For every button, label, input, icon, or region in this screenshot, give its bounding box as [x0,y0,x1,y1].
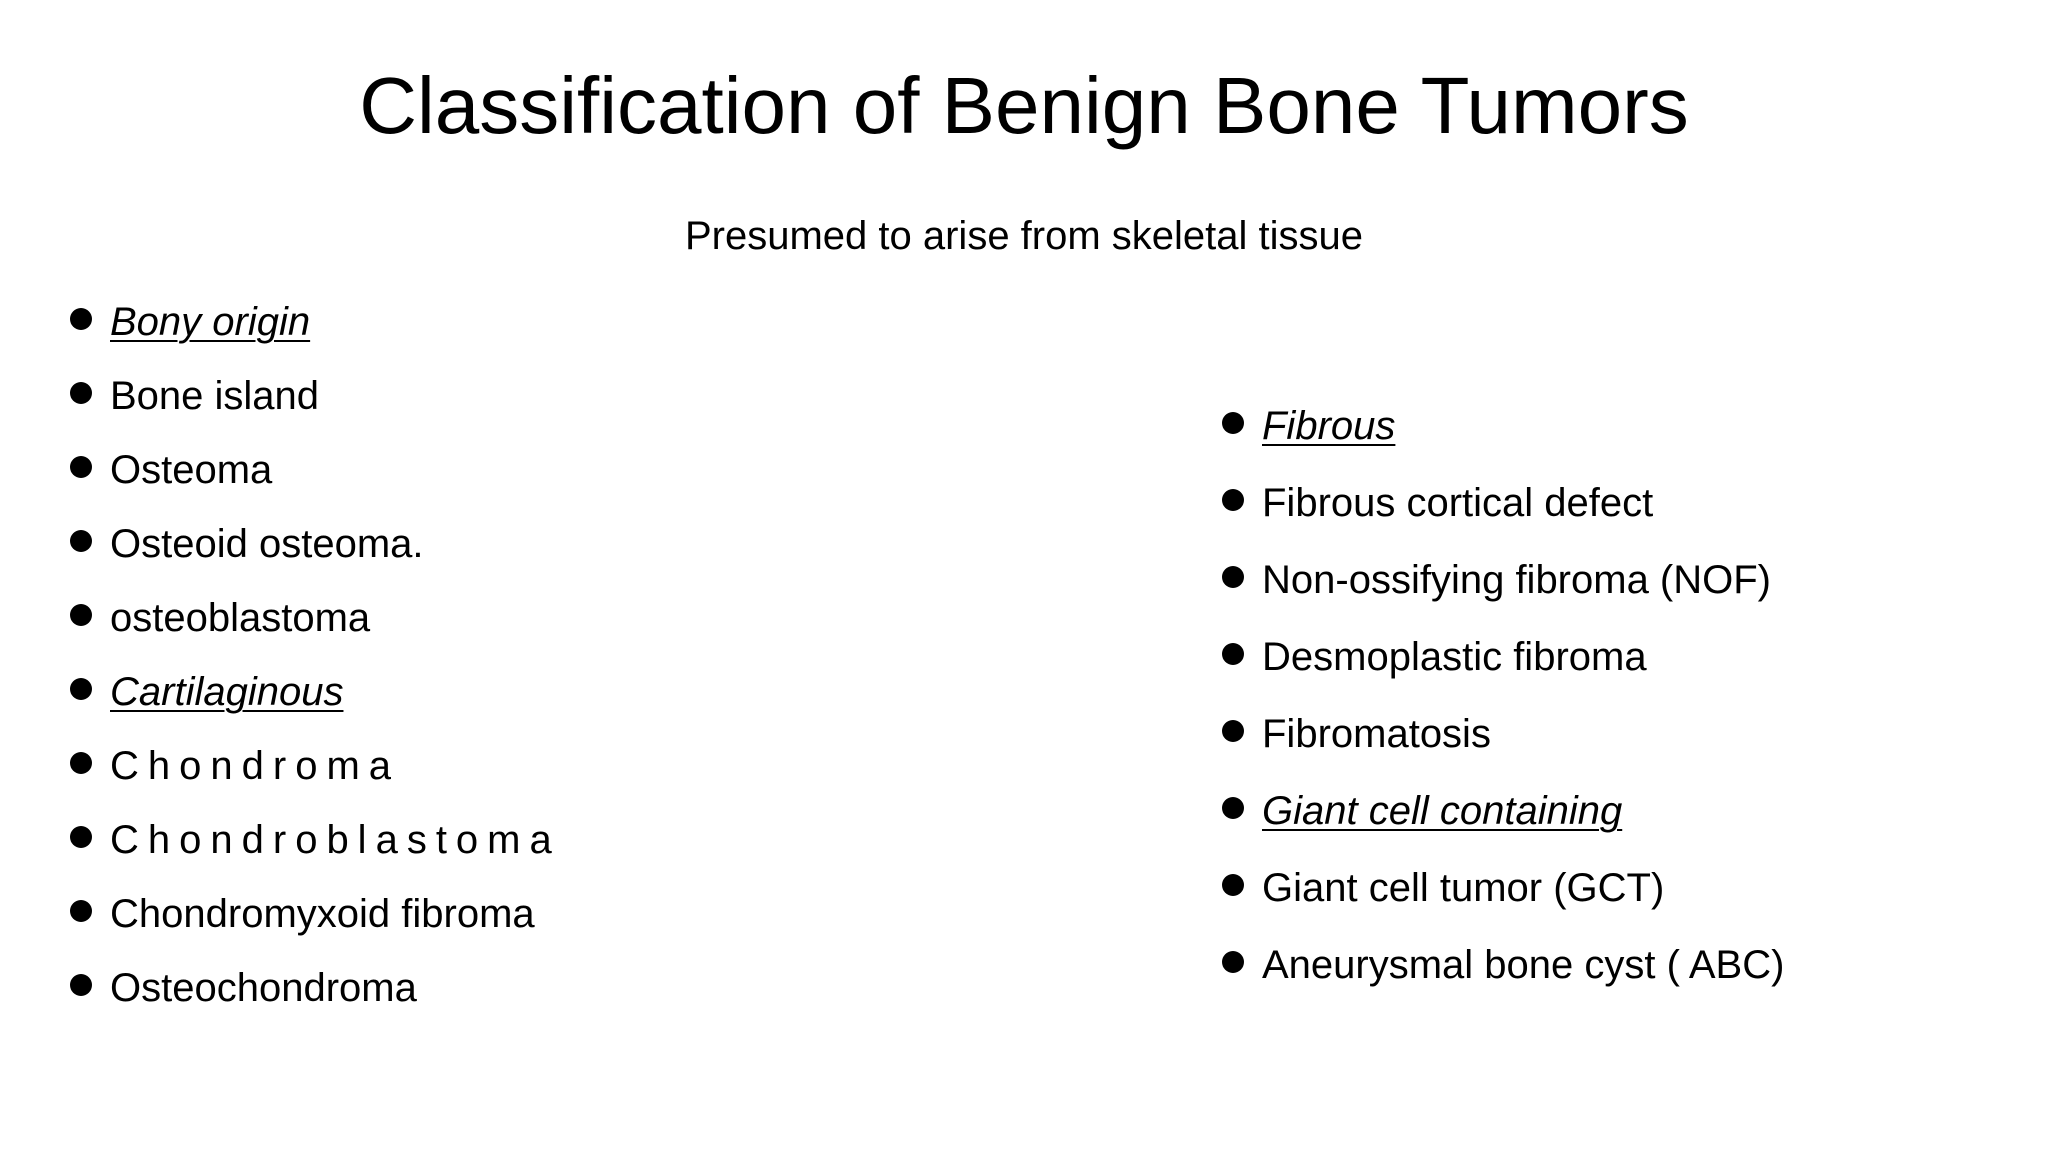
list-item [1222,554,1784,631]
bullet-dot-icon [70,456,92,478]
bullet-text: Osteochondroma [110,966,417,1010]
bullet-dot-icon [1222,566,1244,588]
bullet-text: Fibromatosis [1262,712,1491,756]
bullet-dot-icon [70,308,92,330]
category-cartilaginous [70,666,561,740]
list-item [70,444,561,518]
category-fibrous [1222,400,1784,477]
list-item [1222,862,1784,939]
bullet-text: Desmoplastic fibroma [1262,635,1647,679]
list-item [1222,631,1784,708]
list-item [70,518,561,592]
list-item [1222,477,1784,554]
bullet-text: osteoblastoma [110,596,371,640]
bullet-text: Non-ossifying fibroma (NOF) [1262,558,1772,602]
bullet-dot-icon [70,604,92,626]
bullet-dot-icon [70,530,92,552]
left-bullet-list [70,296,561,1036]
list-item [1222,939,1784,1016]
bullet-dot-icon [1222,720,1244,742]
bullet-dot-icon [70,974,92,996]
bullet-text: Fibrous [1262,404,1396,448]
bullet-text: Giant cell containing [1262,789,1623,833]
bullet-text: Osteoma [110,448,273,492]
bullet-dot-icon [1222,874,1244,896]
bullet-text: Chondroblastoma [110,818,561,862]
bullet-text: Osteoid osteoma. [110,522,424,566]
bullet-text: Giant cell tumor (GCT) [1262,866,1665,910]
bullet-dot-icon [1222,643,1244,665]
bullet-text: Fibrous cortical defect [1262,481,1654,525]
bullet-dot-icon [1222,797,1244,819]
bullet-text: Bone island [110,374,320,418]
bullet-dot-icon [70,382,92,404]
list-item [70,370,561,444]
bullet-text: Aneurysmal bone cyst ( ABC) [1262,943,1785,987]
bullet-text: Bony origin [110,300,311,344]
bullet-dot-icon [1222,951,1244,973]
bullet-dot-icon [70,752,92,774]
bullet-dot-icon [1222,489,1244,511]
list-item [1222,708,1784,785]
bullet-text: Chondromyxoid fibroma [110,892,535,936]
bullet-dot-icon [70,826,92,848]
category-bony-origin [70,296,561,370]
slide-subtitle: Presumed to arise from skeletal tissue [684,214,1364,258]
category-giant-cell-containing [1222,785,1784,862]
list-item [70,962,561,1036]
slide-title: Classification of Benign Bone Tumors [359,61,1689,150]
list-item [70,592,561,666]
bullet-dot-icon [70,900,92,922]
bullet-dot-icon [1222,412,1244,434]
list-item [70,740,561,814]
bullet-text: Chondroma [110,744,401,788]
bullet-text: Cartilaginous [110,670,344,714]
bullet-dot-icon [70,678,92,700]
list-item [70,888,561,962]
right-bullet-list [1222,400,1784,1016]
list-item [70,814,561,888]
